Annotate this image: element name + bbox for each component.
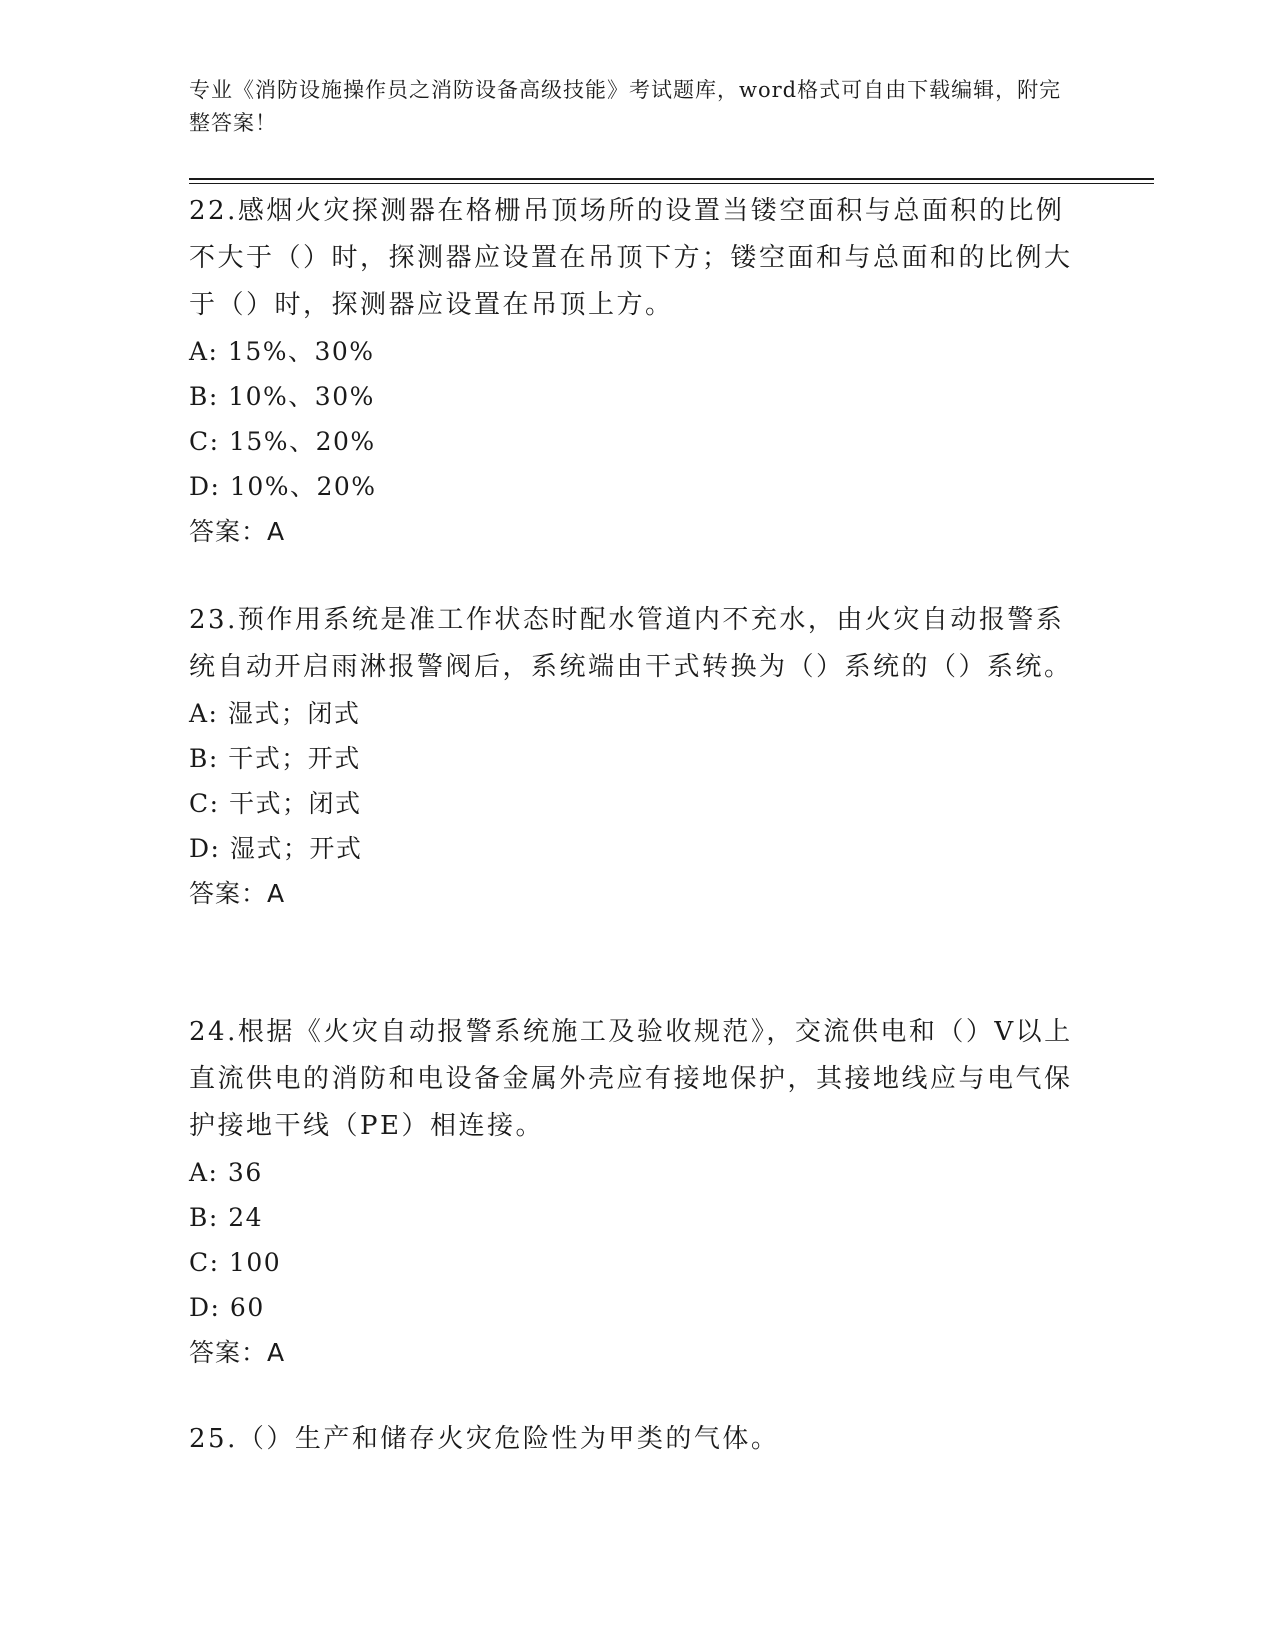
option-d: D: 10%、20% (189, 472, 377, 501)
question-24 (189, 1009, 1089, 1376)
option-b: B: 24 (189, 1203, 264, 1232)
header-divider-thick (189, 178, 1154, 180)
question-25 (189, 1416, 1089, 1463)
answer-line: 答案：A (189, 517, 286, 546)
question-22 (189, 188, 1089, 555)
option-d: D: 湿式；开式 (189, 834, 363, 863)
question-stem: 25.（）生产和储存火灾危险性为甲类的气体。 (189, 1424, 780, 1454)
answer-line: 答案：A (189, 879, 286, 908)
option-d: D: 60 (189, 1293, 265, 1322)
option-b: B: 干式；开式 (189, 744, 361, 773)
option-a: A: 15%、30% (189, 337, 375, 366)
option-b: B: 10%、30% (189, 382, 375, 411)
option-a: A: 湿式；闭式 (189, 699, 361, 728)
question-23 (189, 597, 1089, 917)
question-stem: 24.根据《火灾自动报警系统施工及验收规范》，交流供电和（）V以上直流供电的消防和电设备金属外壳应有接地保护，其接地线应与电气保护接地干线（PE）相连接。 (189, 1017, 1073, 1141)
option-a: A: 36 (189, 1158, 263, 1187)
question-stem: 22.感烟火灾探测器在格栅吊顶场所的设置当镂空面积与总面积的比例不大于（）时，探测器应设置在吊顶下方；镂空面和与总面和的比例大于（）时，探测器应设置在吊顶上方。 (189, 196, 1073, 320)
option-c: C: 100 (189, 1248, 282, 1277)
answer-line: 答案：A (189, 1338, 286, 1367)
option-c: C: 干式；闭式 (189, 789, 362, 818)
option-c: C: 15%、20% (189, 427, 376, 456)
document-header: 专业《消防设施操作员之消防设备高级技能》考试题库，word格式可自由下载编辑，附完整答案！ (189, 78, 1062, 135)
header-divider-thin (189, 183, 1154, 184)
question-stem: 23.预作用系统是准工作状态时配水管道内不充水，由火灾自动报警系统自动开启雨淋报警阀后，系统端由干式转换为（）系统的（）系统。 (189, 605, 1073, 682)
